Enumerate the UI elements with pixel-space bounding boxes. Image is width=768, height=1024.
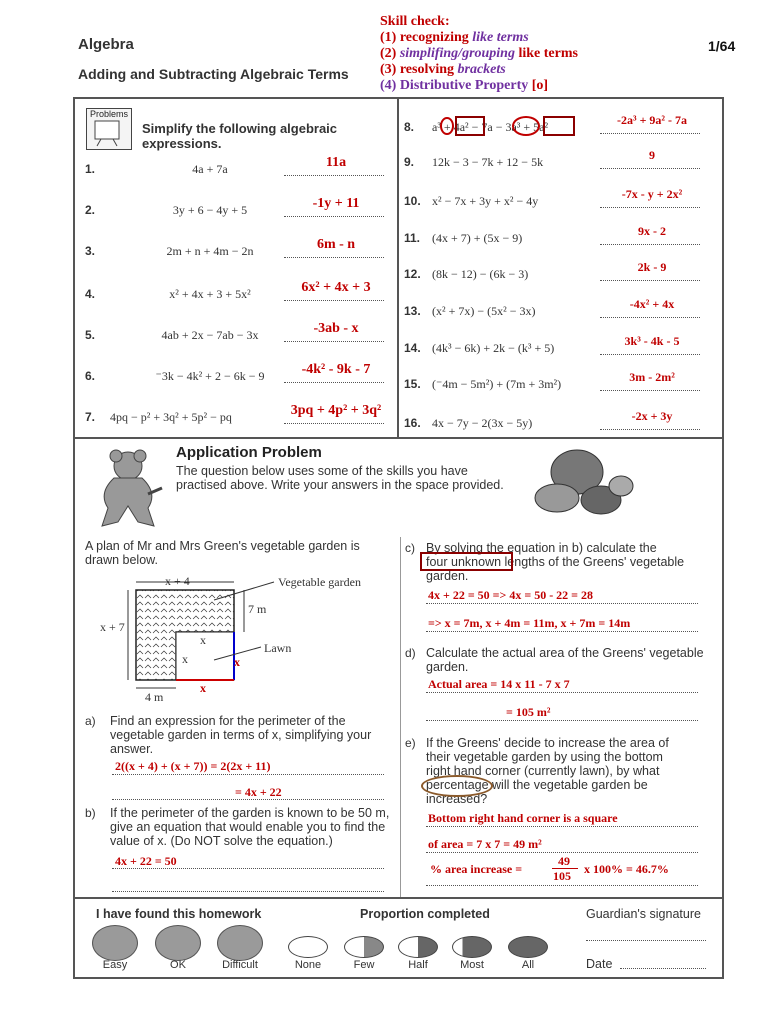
problem-number: 2.: [85, 203, 96, 217]
problem-answer: 9: [649, 148, 655, 162]
qa-answer-2: = 4x + 22: [235, 785, 282, 799]
qe-text-4: percentage will the vegetable garden be: [426, 778, 648, 792]
problem-answer: -4k² - 9k - 7: [301, 362, 371, 377]
footer-found-label: I have found this homework: [96, 907, 262, 921]
problem-answer: -2x + 3y: [631, 409, 673, 423]
answer-line: [600, 390, 700, 391]
answer-line: [284, 216, 384, 217]
qe-answer-3a: % area increase =: [430, 862, 523, 876]
skill-heading: Skill check:: [380, 14, 450, 29]
problem-expression: a³ + 4a² − 7a − 3a³ + 5a²: [432, 120, 549, 134]
qc-text-3: garden.: [426, 569, 469, 583]
answer-line: [600, 168, 700, 169]
problem-expression: 4pq − p² + 3q² + 5p² − pq: [110, 410, 232, 424]
page-number: 1/64: [708, 38, 736, 54]
problem-answer: -4x² + 4x: [629, 297, 675, 311]
pie-all-icon[interactable]: [508, 936, 548, 958]
qb-label: b): [85, 806, 96, 820]
problem-number: 7.: [85, 410, 96, 424]
problem-expression: (4k³ − 6k) + 2k − (k³ + 5): [432, 341, 555, 355]
problem-answer: 11a: [325, 155, 347, 170]
problem-answer: 6x² + 4x + 3: [301, 280, 371, 295]
qe-text-1: If the Greens' decide to increase the area of: [426, 736, 669, 750]
diagram-label-xleft: x: [182, 652, 188, 666]
qc-answer-2: => x = 7m, x + 4m = 11m, x + 7m = 14m: [428, 616, 631, 630]
plan-intro: A plan of Mr and Mrs Green's vegetable garden is drawn below.: [85, 539, 360, 567]
answer-line: [112, 868, 384, 869]
face-ok-label: OK: [170, 959, 186, 971]
problem-expression: 3y + 6 − 4y + 5: [172, 203, 248, 217]
problem-number: 6.: [85, 369, 96, 383]
qe-label: e): [405, 736, 416, 750]
problem-number: 13.: [404, 304, 421, 318]
problem-number: 9.: [404, 155, 415, 169]
qa-text: Find an expression for the perimeter of the vegetable garden in terms of x, simplifying your answer.: [110, 714, 372, 756]
problem-number: 12.: [404, 267, 421, 281]
answer-line: [600, 244, 700, 245]
pie-none-label: None: [294, 959, 322, 971]
diagram-label-x-bottom: x: [200, 681, 206, 695]
garden-diagram: [96, 572, 326, 704]
problem-expression: 4ab + 2x − 7ab − 3x: [161, 328, 259, 342]
skill-line-1: (1) recognizing like terms: [380, 30, 529, 45]
pie-half-icon[interactable]: [398, 936, 438, 958]
problem-answer: -2a³ + 9a² - 7a: [616, 113, 688, 127]
qe-answer-1: Bottom right hand corner is a square: [428, 811, 618, 825]
qd-label: d): [405, 646, 416, 660]
qe-text-3: right hand corner (currently lawn), by what: [426, 764, 660, 778]
problem-number: 16.: [404, 416, 421, 430]
diagram-label-lawn: Lawn: [264, 641, 292, 655]
highlight-box: [420, 552, 513, 571]
problems-instruction: Simplify the following algebraic expressions.: [142, 121, 338, 151]
answer-line: [284, 423, 384, 424]
qe-answer-3b: x 100% = 46.7%: [584, 862, 669, 876]
signature-line: [586, 940, 706, 941]
answer-line: [426, 603, 698, 604]
column-divider-top: [397, 97, 399, 438]
problem-number: 1.: [85, 162, 96, 176]
diagram-label-xtop: x: [200, 633, 206, 647]
face-difficult-label: Difficult: [222, 959, 258, 971]
column-divider-app: [400, 537, 401, 897]
qd-answer-2: = 105 m²: [506, 705, 551, 719]
problem-number: 8.: [404, 120, 415, 134]
problem-expression: ⁻3k − 4k² + 2 − 6k − 9: [155, 369, 265, 383]
problem-number: 15.: [404, 377, 421, 391]
pie-none-icon[interactable]: [288, 936, 328, 958]
answer-line: [426, 852, 698, 853]
diagram-label-veg: Vegetable garden: [278, 575, 361, 589]
pie-few-label: Few: [353, 959, 375, 971]
problem-answer: -7x - y + 2x²: [621, 187, 683, 201]
answer-line: [600, 133, 700, 134]
face-ok-icon[interactable]: [155, 925, 201, 961]
problem-answer: 3pq + 4p² + 3q²: [290, 403, 382, 418]
face-difficult-icon[interactable]: [217, 925, 263, 961]
vegetables-icon: [527, 446, 639, 522]
problem-number: 5.: [85, 328, 96, 342]
problem-number: 11.: [404, 231, 421, 245]
problem-answer: -3ab - x: [313, 321, 359, 336]
like-term-circle: [440, 117, 454, 135]
footer-guardian-label: Guardian's signature: [586, 907, 701, 921]
qd-text: Calculate the actual area of the Greens' vegetable garden.: [426, 646, 704, 674]
problem-answer: 3k³ - 4k - 5: [624, 334, 680, 348]
footer-divider: [73, 897, 724, 899]
skill-line-2: (2) simplifing/grouping like terms: [380, 46, 578, 61]
application-title: Application Problem: [176, 444, 322, 461]
problem-expression: x² + 4x + 3 + 5x²: [169, 287, 251, 301]
diagram-label-top: x + 4: [165, 574, 190, 588]
page-title: Algebra: [78, 36, 134, 53]
problem-expression: (4x + 7) + (5x − 9): [432, 231, 523, 245]
answer-line: [426, 692, 698, 693]
qa-answer-1: 2((x + 4) + (x + 7)) = 2(2x + 11): [115, 759, 271, 773]
answer-line: [284, 257, 384, 258]
qc-label: c): [405, 541, 415, 555]
answer-line: [426, 720, 698, 721]
problem-number: 4.: [85, 287, 96, 301]
problem-expression: (x² + 7x) − (5x² − 3x): [432, 304, 536, 318]
answer-line: [600, 317, 700, 318]
problem-answer: 9x - 2: [638, 224, 666, 238]
problem-expression: 12k − 3 − 7k + 12 − 5k: [432, 155, 544, 169]
answer-line: [426, 631, 698, 632]
pie-few-icon[interactable]: [344, 936, 384, 958]
answer-line: [600, 429, 700, 430]
application-intro: The question below uses some of the skills you have practised above. Write your answers in the space provided.: [176, 464, 504, 492]
answer-line: [600, 207, 700, 208]
qa-label: a): [85, 714, 96, 728]
skill-line-3: (3) resolving brackets: [380, 62, 506, 77]
diagram-label-x-right: x: [234, 655, 240, 669]
answer-line: [284, 300, 384, 301]
date-line: [620, 968, 706, 969]
problem-expression: (8k − 12) − (6k − 3): [432, 267, 529, 281]
problem-expression: 2m + n + 4m − 2n: [166, 244, 254, 258]
diagram-label-left: x + 7: [100, 620, 125, 634]
problem-answer: 2k - 9: [637, 260, 667, 274]
pie-all-label: All: [521, 959, 535, 971]
answer-line: [284, 175, 384, 176]
qe-text-2: their vegetable garden by using the bottom: [426, 750, 663, 764]
answer-line: [426, 826, 698, 827]
answer-line: [284, 341, 384, 342]
problem-number: 14.: [404, 341, 421, 355]
problem-answer: -1y + 11: [312, 196, 360, 211]
like-term-circle: [512, 116, 540, 136]
answer-line: [112, 891, 384, 892]
footer-proportion-label: Proportion completed: [360, 907, 490, 921]
problem-expression: x² − 7x + 3y + x² − 4y: [432, 194, 539, 208]
qb-text: If the perimeter of the garden is known to be 50 m, give an equation that would enable you to find the value of x. (Do NOT solve the equation.): [110, 806, 390, 848]
qd-answer-1: Actual area = 14 x 11 - 7 x 7: [428, 677, 570, 691]
answer-line: [426, 885, 698, 886]
mascot-icon: [88, 448, 168, 530]
footer-date-label: Date: [586, 957, 613, 971]
pie-most-icon[interactable]: [452, 936, 492, 958]
qc-text-2: four unknown lengths of the Greens' vegetable: [426, 555, 685, 569]
highlight-ellipse: [421, 775, 493, 797]
qb-answer-1: 4x + 22 = 50: [115, 854, 177, 868]
pie-half-label: Half: [408, 959, 428, 971]
answer-line: [112, 799, 384, 800]
chalkboard-icon: [87, 119, 131, 147]
answer-line: [284, 382, 384, 383]
qc-answer-1: 4x + 22 = 50 => 4x = 50 - 22 = 28: [428, 588, 594, 602]
like-term-box: [543, 116, 575, 136]
diagram-label-4m: 4 m: [145, 690, 164, 704]
answer-line: [112, 774, 384, 775]
qc-text-1: By solving the equation in b) calculate the: [426, 541, 657, 555]
qe-text-5: increased?: [426, 792, 488, 806]
diagram-label-7m: 7 m: [248, 602, 267, 616]
problem-answer: 3m - 2m²: [629, 370, 675, 384]
answer-line: [600, 354, 700, 355]
skill-line-4: (4) Distributive Property [o]: [380, 78, 549, 93]
problem-expression: (⁻4m − 5m²) + (7m + 3m²): [432, 377, 562, 391]
problem-expression: 4a + 7a: [192, 162, 228, 176]
face-easy-icon[interactable]: [92, 925, 138, 961]
answer-line: [600, 280, 700, 281]
problem-answer: 6m - n: [316, 237, 356, 252]
like-term-box: [455, 116, 485, 136]
problem-expression: 4x − 7y − 2(3x − 5y): [432, 416, 533, 430]
page-subtitle: Adding and Subtracting Algebraic Terms: [78, 66, 349, 82]
skill-check-note: [380, 14, 578, 94]
section-divider: [73, 437, 724, 439]
pie-most-label: Most: [460, 959, 484, 971]
problem-number: 3.: [85, 244, 96, 258]
face-easy-label: Easy: [102, 959, 128, 971]
problem-number: 10.: [404, 194, 421, 208]
qe-fraction-num: 49: [558, 854, 570, 868]
problems-badge: Problems: [86, 108, 132, 150]
qe-fraction-den: 105: [553, 869, 571, 883]
qe-answer-2: of area = 7 x 7 = 49 m²: [428, 837, 542, 851]
